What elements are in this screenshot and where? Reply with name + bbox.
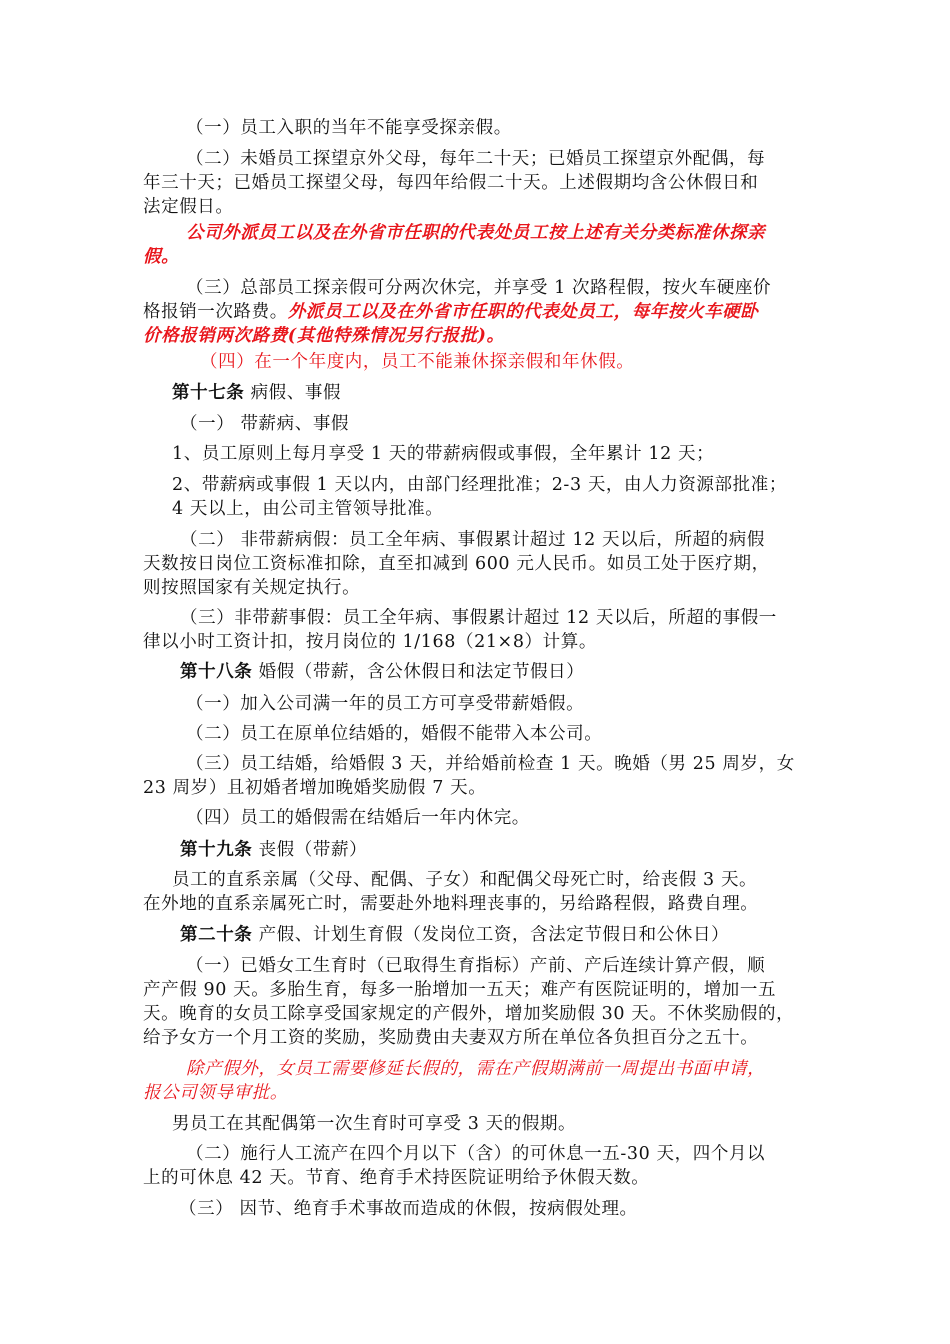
- p-16-3-l1-seg-0: （三）总部员工探亲假可分两次休完，并享受 1 次路程假，按火车硬座价: [186, 278, 772, 298]
- p-16-red-l2-seg-0: 假。: [143, 247, 180, 267]
- p-19-l1: [172, 868, 757, 892]
- p-16-3-l2-seg-1: 外派员工以及在外省市任职的代表处员工，每年按火车硬卧: [287, 302, 759, 322]
- p-18-3-l2: [143, 776, 486, 800]
- p-20-3-seg-0: （三） 因节、绝育手术事故而造成的休假，按病假处理。: [179, 1199, 638, 1219]
- p-18-1-seg-0: （一）加入公司满一年的员工方可享受带薪婚假。: [186, 694, 585, 714]
- p-16-3-l3-seg-0: 价格报销两次路费(其他特殊情况另行报批)。: [143, 326, 505, 346]
- p-19-l1-seg-0: 员工的直系亲属（父母、配偶、子女）和配偶父母死亡时，给丧假 3 天。: [172, 870, 758, 890]
- art-19-heading: [180, 838, 367, 862]
- p-16-3-l2: [143, 300, 758, 324]
- p-18-2-seg-0: （二）员工在原单位结婚的，婚假不能带入本公司。: [186, 724, 603, 744]
- art-18-heading: [180, 660, 584, 684]
- p-20-1-l4-seg-0: 给予女方一个月工资的奖励，奖励费由夫妻双方所在单位各负担百分之五十。: [143, 1028, 759, 1048]
- art-20-heading: [180, 923, 729, 947]
- p-17-2-l3-seg-0: 则按照国家有关规定执行。: [143, 578, 361, 598]
- p-16-4: [200, 350, 634, 374]
- p-20-red-l1-seg-0: 除产假外，女员工需要修延长假的，需在产假期满前一周提出书面申请，: [186, 1059, 766, 1079]
- p-16-2-l2-seg-0: 年三十天；已婚员工探望父母，每四年给假二十天。上述假期均含公休假日和: [143, 173, 759, 193]
- art-20-heading-seg-0: 第二十条: [180, 925, 253, 945]
- p-17-3-l2-seg-0: 律以小时工资计扣，按月岗位的 1/168（21×8）计算。: [143, 632, 597, 652]
- p-20-2-l2: [143, 1166, 649, 1190]
- p-17-2-l1-seg-0: （二） 非带薪病假：员工全年病、事假累计超过 12 天以后，所超的病假: [180, 530, 765, 550]
- p-18-3-l1-seg-0: （三）员工结婚，给婚假 3 天，并给婚前检查 1 天。晚婚（男 25 周岁，女: [186, 754, 795, 774]
- p-16-2-l3-seg-0: 法定假日。: [143, 197, 234, 217]
- p-17-1-2-l1-seg-0: 2、带薪病或事假 1 天以内，由部门经理批准；2-3 天，由人力资源部批准；: [172, 475, 787, 495]
- p-16-2-l2: [143, 171, 758, 195]
- p-20-3: [179, 1197, 638, 1221]
- art-17-heading: [172, 381, 341, 405]
- art-17-heading-seg-0: 第十七条: [172, 383, 245, 403]
- p-18-2: [186, 722, 602, 746]
- p-20-1-l2-seg-0: 产产假 90 天。多胎生育，每多一胎增加一五天；难产有医院证明的，增加一五: [143, 980, 777, 1000]
- p-20-2-l1-seg-0: （二）施行人工流产在四个月以下（含）的可休息一五-30 天，四个月以: [186, 1144, 766, 1164]
- p-16-3-l1: [186, 276, 771, 300]
- art-19-heading-seg-1: 丧假（带薪）: [252, 840, 368, 860]
- p-17-2-l3: [143, 576, 360, 600]
- p-20-1-l1: [186, 954, 765, 978]
- p-20-male: [172, 1112, 576, 1136]
- p-17-2-l2-seg-0: 天数按日岗位工资标准扣除，直至扣减到 600 元人民币。如员工处于医疗期，: [143, 554, 770, 574]
- p-17-1-seg-0: （一） 带薪病、事假: [180, 414, 350, 434]
- p-18-4: [186, 806, 530, 830]
- p-17-2-l2: [143, 552, 770, 576]
- p-18-4-seg-0: （四）员工的婚假需在结婚后一年内休完。: [186, 808, 530, 828]
- p-16-red-l2: [143, 245, 179, 269]
- art-18-heading-seg-0: 第十八条: [180, 662, 253, 682]
- p-20-2-l1: [186, 1142, 765, 1166]
- p-20-2-l2-seg-0: 上的可休息 42 天。节育、绝育手术持医院证明给予休假天数。: [143, 1168, 650, 1188]
- p-16-red-l1-seg-0: 公司外派员工以及在外省市任职的代表处员工按上述有关分类标准休探亲: [186, 223, 766, 243]
- art-18-heading-seg-1: 婚假（带薪，含公休假日和法定节假日）: [252, 662, 585, 682]
- p-16-3-l2-seg-0: 格报销一次路费。: [143, 302, 288, 322]
- p-17-3-l2: [143, 630, 597, 654]
- p-20-red-l2-seg-0: 报公司领导审批。: [143, 1083, 288, 1103]
- art-19-heading-seg-0: 第十九条: [180, 840, 253, 860]
- p-20-1-l1-seg-0: （一）已婚女工生育时（已取得生育指标）产前、产后连续计算产假，顺: [186, 956, 766, 976]
- p-20-1-l4: [143, 1026, 758, 1050]
- p-16-4-seg-0: （四）在一个年度内，员工不能兼休探亲假和年休假。: [200, 352, 635, 372]
- p-16-red-l1: [186, 221, 765, 245]
- p-20-red-l1: [186, 1057, 765, 1081]
- p-17-1-1-seg-0: 1、员工原则上每月享受 1 天的带薪病假或事假，全年累计 12 天；: [172, 444, 715, 464]
- p-20-1-l3: [143, 1002, 794, 1026]
- p-16-2-l3: [143, 195, 234, 219]
- p-16-1-seg-0: （一）员工入职的当年不能享受探亲假。: [186, 118, 512, 138]
- art-17-heading-seg-1: 病假、事假: [244, 383, 342, 403]
- p-16-1: [186, 116, 512, 140]
- p-20-1-l3-seg-0: 天。晚育的女员工除享受国家规定的产假外，增加奖励假 30 天。不休奖励假的，: [143, 1004, 795, 1024]
- p-17-1-1: [172, 442, 714, 466]
- p-17-3-l1: [180, 606, 777, 630]
- p-20-1-l2: [143, 978, 776, 1002]
- p-18-3-l1: [186, 752, 795, 776]
- p-18-3-l2-seg-0: 23 周岁）且初婚者增加晚婚奖励假 7 天。: [143, 778, 487, 798]
- p-19-l2: [143, 892, 758, 916]
- p-16-3-l3: [143, 324, 505, 348]
- p-16-2-l1-seg-0: （二）未婚员工探望京外父母，每年二十天；已婚员工探望京外配偶，每: [186, 149, 766, 169]
- p-20-red-l2: [143, 1081, 288, 1105]
- p-17-2-l1: [180, 528, 765, 552]
- p-17-1-2-l1: [172, 473, 787, 497]
- p-17-1-2-l2: [172, 497, 443, 521]
- p-17-3-l1-seg-0: （三）非带薪事假：员工全年病、事假累计超过 12 天以后，所超的事假一: [180, 608, 777, 628]
- p-16-2-l1: [186, 147, 765, 171]
- p-17-1: [180, 412, 349, 436]
- p-17-1-2-l2-seg-0: 4 天以上，由公司主管领导批准。: [172, 499, 444, 519]
- p-18-1: [186, 692, 584, 716]
- p-20-male-seg-0: 男员工在其配偶第一次生育时可享受 3 天的假期。: [172, 1114, 577, 1134]
- art-20-heading-seg-1: 产假、计划生育假（发岗位工资，含法定节假日和公休日）: [252, 925, 730, 945]
- p-19-l2-seg-0: 在外地的直系亲属死亡时，需要赴外地料理丧事的，另给路程假，路费自理。: [143, 894, 759, 914]
